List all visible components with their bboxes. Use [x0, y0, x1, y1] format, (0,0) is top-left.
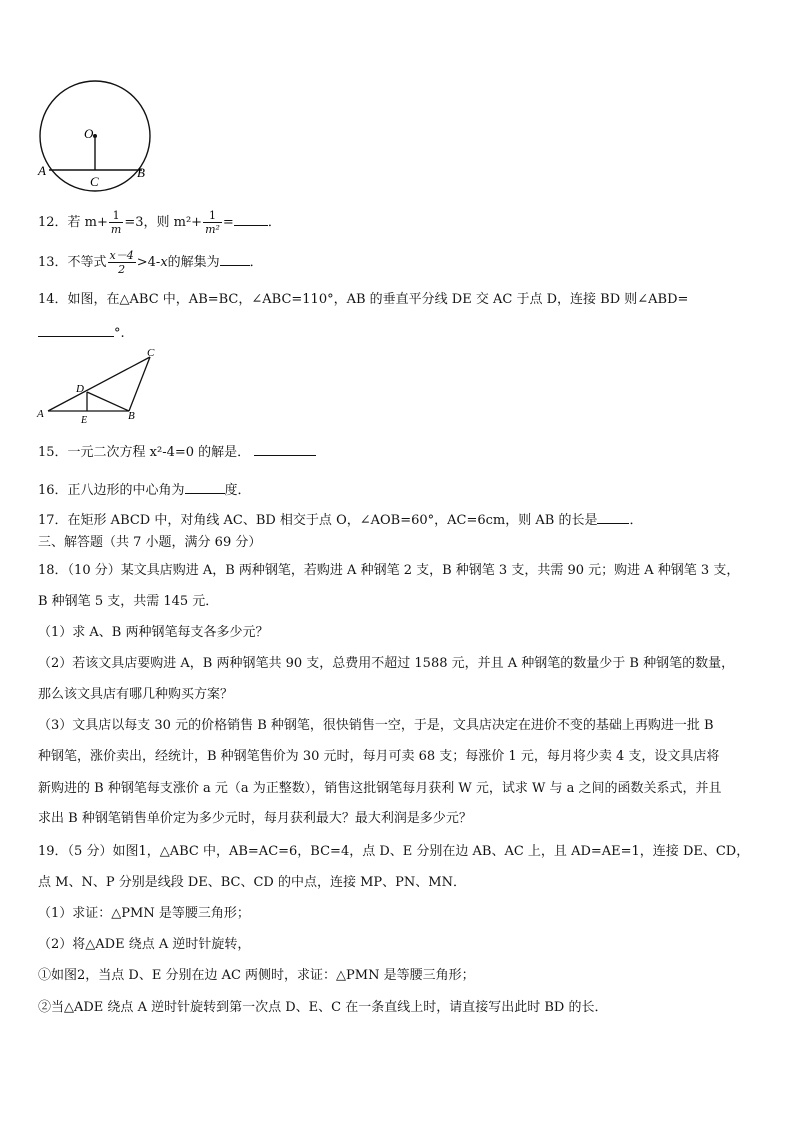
- q13-frac-num: x－4: [109, 249, 134, 262]
- q12-prefix: 12．若 m+: [38, 215, 108, 230]
- side-bc: [129, 357, 150, 411]
- q17-answer-blank[interactable]: [597, 509, 629, 524]
- q17-end: ．: [629, 513, 643, 528]
- q13-var: x: [160, 255, 168, 270]
- question-18-part-1: （1）求 A、B 两种钢笔每支各多少元？: [38, 625, 269, 640]
- tri-label-c: C: [147, 347, 155, 359]
- question-18-part-3-line-1: （3）文具店以每支 30 元的价格销售 B 种钢笔，很快销售一空，于是，文具店决定在进价不变的基础上再购进一批 B: [38, 718, 714, 733]
- center-point: [93, 134, 97, 138]
- q12-frac2-den: m²: [205, 223, 220, 236]
- q13-prefix: 13．不等式: [38, 255, 107, 270]
- q16-suffix: 度．: [224, 483, 251, 498]
- q17-prefix: 17．在矩形 ABCD 中，对角线 AC、BD 相交于点 O，∠AOB=60°，AC=6cm，则 AB 的长是: [38, 513, 598, 528]
- triangle-figure: [34, 347, 164, 427]
- q12-frac2-num: 1: [203, 209, 222, 223]
- label-c: C: [90, 174, 99, 189]
- side-ac: [48, 357, 150, 411]
- q12-suffix: =: [222, 215, 234, 230]
- label-a: A: [38, 163, 46, 178]
- section-3-title: 三、解答题（共 7 小题，满分 69 分）: [38, 535, 262, 550]
- tri-label-a: A: [37, 408, 44, 420]
- q14-answer-blank[interactable]: [38, 322, 114, 337]
- segment-bd: [87, 392, 129, 411]
- question-18-line-2: B 种钢笔 5 支，共需 145 元．: [38, 594, 219, 609]
- q12-mid: =3，则 m²+: [124, 215, 203, 230]
- question-18-part-2-line-2: 那么该文具店有哪几种购买方案？: [38, 687, 234, 702]
- circle-figure: [30, 80, 160, 200]
- question-18-part-3-line-2: 种钢笔，涨价卖出，经统计，B 种钢笔售价为 30 元时，每月可卖 68 支；每涨价 1 元，每月将少卖 4 支，设文具店将: [38, 749, 720, 764]
- question-19-line-2: 点 M、N、P 分别是线段 DE、BC、CD 的中点，连接 MP、PN、MN．: [38, 875, 466, 890]
- q16-prefix: 16．正八边形的中心角为: [38, 483, 185, 498]
- q12-frac1-den: m: [110, 223, 122, 236]
- q12-end: ．: [267, 215, 281, 230]
- label-b: B: [137, 165, 145, 180]
- q13-end: ．: [249, 255, 263, 270]
- q16-answer-blank[interactable]: [185, 479, 225, 494]
- question-17: [38, 509, 642, 531]
- q12-fraction-2: [203, 209, 222, 236]
- q13-fraction: [108, 249, 136, 276]
- question-18-part-3-line-4: 求出 B 种钢笔销售单价定为多少元时，每月获利最大？最大利润是多少元？: [38, 811, 472, 826]
- question-19-line-1: 19．（5 分）如图1，△ABC 中，AB=AC=6，BC=4，点 D、E 分别在边 AB、AC 上，且 AD=AE=1，连接 DE、CD，: [38, 844, 750, 859]
- question-19-part-2-1: ①如图2，当点 D、E 分别在边 AC 两侧时，求证：△PMN 是等腰三角形；: [38, 968, 475, 983]
- question-12: [38, 209, 281, 236]
- q13-answer-blank[interactable]: [220, 251, 250, 266]
- question-19-part-2-2: ②当△ADE 绕点 A 逆时针旋转到第一次点 D、E、C 在一条直线上时，请直接写出此时 BD 的长．: [38, 1000, 608, 1015]
- q15-text: 15．一元二次方程 x²-4=0 的解是．: [38, 445, 251, 460]
- question-19-part-1: （1）求证：△PMN 是等腰三角形；: [38, 906, 250, 921]
- q14-end: °.: [114, 326, 125, 341]
- question-14-line-2: [38, 322, 125, 344]
- question-19-part-2: （2）将△ADE 绕点 A 逆时针旋转，: [38, 937, 251, 952]
- question-18-part-3-line-3: 新购进的 B 种钢笔每支涨价 a 元（a 为正整数），销售这批钢笔每月获利 W 元，试求 W 与 a 之间的函数关系式，并且: [38, 781, 722, 796]
- question-13: [38, 249, 263, 276]
- tri-label-b: B: [128, 410, 135, 422]
- q12-answer-blank[interactable]: [234, 211, 268, 226]
- question-16: [38, 479, 251, 501]
- question-14-line-1: 14．如图，在△ABC 中，AB=BC，∠ABC=110°，AB 的垂直平分线 DE 交 AC 于点 D，连接 BD 则∠ABD=: [38, 292, 689, 307]
- q13-frac-den: 2: [118, 263, 126, 276]
- tri-label-e: E: [81, 415, 88, 426]
- q13-mid: >4-: [136, 255, 161, 270]
- q13-suffix: 的解集为: [167, 255, 220, 270]
- tri-label-d: D: [76, 383, 84, 395]
- label-o: O: [84, 126, 94, 141]
- question-15: [38, 441, 316, 463]
- q15-answer-blank[interactable]: [254, 441, 316, 456]
- question-18-line-1: 18．（10 分）某文具店购进 A，B 两种钢笔，若购进 A 种钢笔 2 支，B 种钢笔 3 支，共需 90 元；购进 A 种钢笔 3 支，: [38, 563, 740, 578]
- question-18-part-2-line-1: （2）若该文具店要购进 A，B 两种钢笔共 90 支，总费用不超过 1588 元，并且 A 种钢笔的数量少于 B 种钢笔的数量，: [38, 656, 735, 671]
- q12-fraction-1: [109, 209, 123, 236]
- q12-frac1-num: 1: [109, 209, 123, 223]
